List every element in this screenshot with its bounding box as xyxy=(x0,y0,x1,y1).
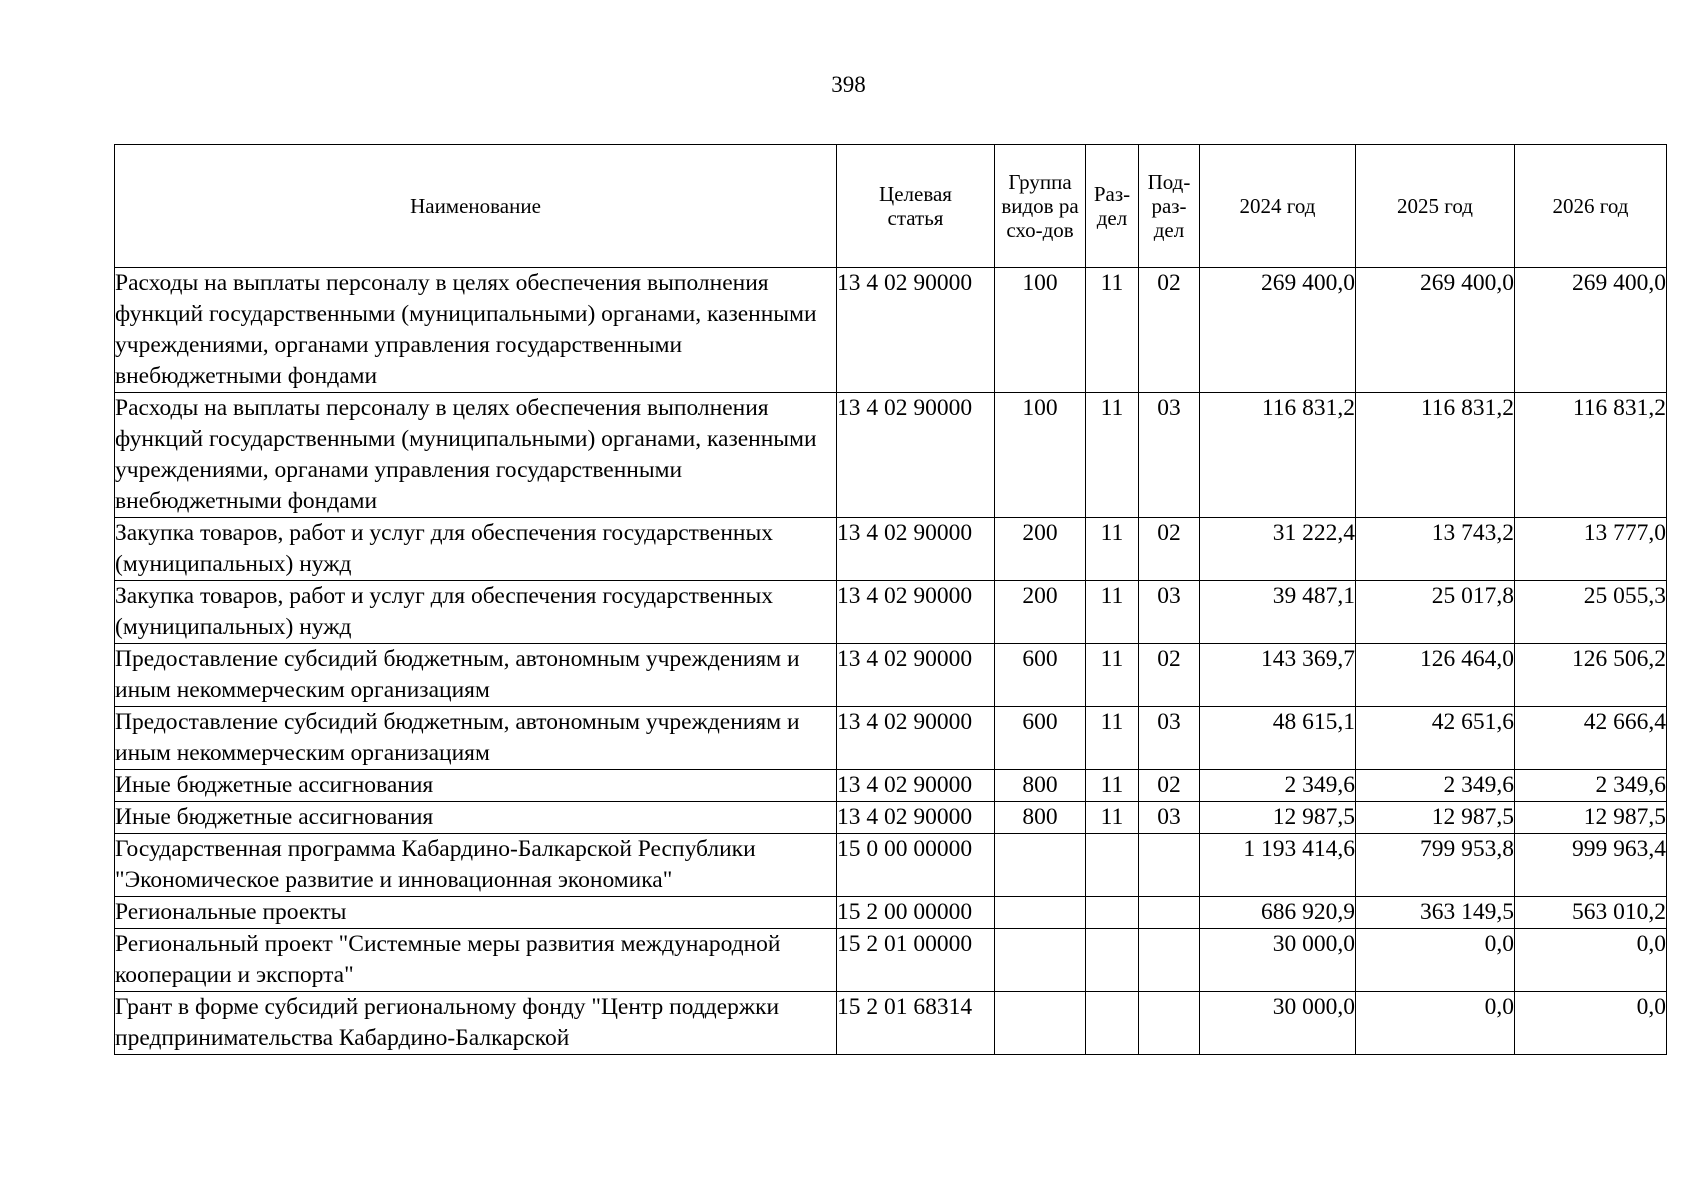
cell-target-article: 13 4 02 90000 xyxy=(837,802,995,834)
header-year-2024: 2024 год xyxy=(1200,145,1356,268)
cell-amount-2024: 30 000,0 xyxy=(1200,929,1356,992)
header-target-article: Целевая статья xyxy=(837,145,995,268)
cell-section: 11 xyxy=(1086,393,1139,518)
cell-name: Закупка товаров, работ и услуг для обеспечения государственных (муниципальных) нужд xyxy=(115,518,837,581)
cell-amount-2025: 42 651,6 xyxy=(1356,707,1515,770)
cell-amount-2024: 686 920,9 xyxy=(1200,897,1356,929)
cell-name: Региональные проекты xyxy=(115,897,837,929)
cell-amount-2026: 42 666,4 xyxy=(1515,707,1667,770)
cell-subsection: 02 xyxy=(1139,268,1200,393)
cell-target-article: 13 4 02 90000 xyxy=(837,644,995,707)
cell-section xyxy=(1086,897,1139,929)
table-body xyxy=(115,268,1667,1055)
cell-expense-group: 600 xyxy=(995,644,1086,707)
cell-amount-2024: 269 400,0 xyxy=(1200,268,1356,393)
cell-section xyxy=(1086,929,1139,992)
cell-amount-2026: 269 400,0 xyxy=(1515,268,1667,393)
cell-target-article: 13 4 02 90000 xyxy=(837,581,995,644)
cell-target-article: 13 4 02 90000 xyxy=(837,518,995,581)
cell-amount-2026: 999 963,4 xyxy=(1515,834,1667,897)
cell-expense-group xyxy=(995,897,1086,929)
cell-name: Региональный проект "Системные меры развития международной кооперации и экспорта" xyxy=(115,929,837,992)
cell-amount-2025: 0,0 xyxy=(1356,992,1515,1055)
cell-expense-group: 200 xyxy=(995,581,1086,644)
cell-amount-2025: 0,0 xyxy=(1356,929,1515,992)
cell-section: 11 xyxy=(1086,802,1139,834)
cell-amount-2025: 25 017,8 xyxy=(1356,581,1515,644)
cell-subsection xyxy=(1139,834,1200,897)
cell-target-article: 13 4 02 90000 xyxy=(837,268,995,393)
cell-name: Иные бюджетные ассигнования xyxy=(115,770,837,802)
cell-expense-group: 200 xyxy=(995,518,1086,581)
cell-expense-group xyxy=(995,834,1086,897)
cell-amount-2025: 2 349,6 xyxy=(1356,770,1515,802)
cell-name: Государственная программа Кабардино-Балкарской Республики "Экономическое развитие и инновационная экономика" xyxy=(115,834,837,897)
cell-expense-group: 800 xyxy=(995,770,1086,802)
cell-section: 11 xyxy=(1086,644,1139,707)
cell-section: 11 xyxy=(1086,581,1139,644)
cell-expense-group xyxy=(995,929,1086,992)
cell-name: Предоставление субсидий бюджетным, автономным учреждениям и иным некоммерческим организациям xyxy=(115,644,837,707)
cell-amount-2024: 48 615,1 xyxy=(1200,707,1356,770)
table-row xyxy=(115,897,1667,929)
cell-amount-2026: 563 010,2 xyxy=(1515,897,1667,929)
cell-section: 11 xyxy=(1086,707,1139,770)
cell-subsection xyxy=(1139,897,1200,929)
table-row xyxy=(115,834,1667,897)
cell-amount-2026: 126 506,2 xyxy=(1515,644,1667,707)
cell-name: Предоставление субсидий бюджетным, автономным учреждениям и иным некоммерческим организациям xyxy=(115,707,837,770)
cell-name: Иные бюджетные ассигнования xyxy=(115,802,837,834)
cell-amount-2024: 12 987,5 xyxy=(1200,802,1356,834)
header-year-2026: 2026 год xyxy=(1515,145,1667,268)
cell-section: 11 xyxy=(1086,518,1139,581)
cell-amount-2024: 1 193 414,6 xyxy=(1200,834,1356,897)
cell-subsection: 03 xyxy=(1139,581,1200,644)
cell-expense-group: 600 xyxy=(995,707,1086,770)
cell-target-article: 13 4 02 90000 xyxy=(837,707,995,770)
table-row xyxy=(115,268,1667,393)
cell-subsection: 03 xyxy=(1139,802,1200,834)
page-number: 398 xyxy=(831,72,866,97)
cell-amount-2026: 2 349,6 xyxy=(1515,770,1667,802)
table-row xyxy=(115,393,1667,518)
cell-amount-2026: 13 777,0 xyxy=(1515,518,1667,581)
cell-name: Расходы на выплаты персоналу в целях обеспечения выполнения функций государственными (муниципальными) органами, казенными учреждениями, органами управления государственными внебюджетными фондами xyxy=(115,393,837,518)
cell-amount-2025: 363 149,5 xyxy=(1356,897,1515,929)
table-row xyxy=(115,707,1667,770)
header-name: Наименование xyxy=(115,145,837,268)
cell-amount-2026: 0,0 xyxy=(1515,992,1667,1055)
cell-section: 11 xyxy=(1086,268,1139,393)
cell-amount-2024: 39 487,1 xyxy=(1200,581,1356,644)
table-row xyxy=(115,644,1667,707)
cell-subsection xyxy=(1139,992,1200,1055)
table-header-row xyxy=(115,145,1667,268)
table-row xyxy=(115,992,1667,1055)
cell-target-article: 15 2 01 00000 xyxy=(837,929,995,992)
cell-section: 11 xyxy=(1086,770,1139,802)
cell-section xyxy=(1086,834,1139,897)
cell-amount-2025: 12 987,5 xyxy=(1356,802,1515,834)
cell-name: Расходы на выплаты персоналу в целях обеспечения выполнения функций государственными (муниципальными) органами, казенными учреждениями, органами управления государственными внебюджетными фондами xyxy=(115,268,837,393)
cell-amount-2024: 31 222,4 xyxy=(1200,518,1356,581)
cell-amount-2025: 269 400,0 xyxy=(1356,268,1515,393)
table-row xyxy=(115,770,1667,802)
cell-subsection: 02 xyxy=(1139,770,1200,802)
cell-amount-2026: 0,0 xyxy=(1515,929,1667,992)
cell-name: Закупка товаров, работ и услуг для обеспечения государственных (муниципальных) нужд xyxy=(115,581,837,644)
cell-target-article: 13 4 02 90000 xyxy=(837,393,995,518)
cell-target-article: 15 2 01 68314 xyxy=(837,992,995,1055)
header-subsection: Под-раз-дел xyxy=(1139,145,1200,268)
cell-expense-group xyxy=(995,992,1086,1055)
cell-amount-2026: 12 987,5 xyxy=(1515,802,1667,834)
cell-target-article: 15 0 00 00000 xyxy=(837,834,995,897)
header-expense-group: Группа видов расхо-дов xyxy=(995,145,1086,268)
cell-subsection: 03 xyxy=(1139,707,1200,770)
cell-amount-2024: 2 349,6 xyxy=(1200,770,1356,802)
cell-target-article: 13 4 02 90000 xyxy=(837,770,995,802)
cell-amount-2025: 799 953,8 xyxy=(1356,834,1515,897)
cell-amount-2026: 25 055,3 xyxy=(1515,581,1667,644)
cell-subsection: 02 xyxy=(1139,518,1200,581)
cell-section xyxy=(1086,992,1139,1055)
cell-name: Грант в форме субсидий региональному фонду "Центр поддержки предпринимательства Кабардино-Балкарской xyxy=(115,992,837,1055)
cell-amount-2024: 30 000,0 xyxy=(1200,992,1356,1055)
cell-subsection xyxy=(1139,929,1200,992)
cell-amount-2024: 116 831,2 xyxy=(1200,393,1356,518)
cell-expense-group: 100 xyxy=(995,268,1086,393)
cell-amount-2024: 143 369,7 xyxy=(1200,644,1356,707)
cell-expense-group: 100 xyxy=(995,393,1086,518)
table-row xyxy=(115,802,1667,834)
cell-amount-2025: 126 464,0 xyxy=(1356,644,1515,707)
cell-amount-2026: 116 831,2 xyxy=(1515,393,1667,518)
cell-amount-2025: 116 831,2 xyxy=(1356,393,1515,518)
header-section: Раз-дел xyxy=(1086,145,1139,268)
cell-amount-2025: 13 743,2 xyxy=(1356,518,1515,581)
cell-subsection: 02 xyxy=(1139,644,1200,707)
cell-subsection: 03 xyxy=(1139,393,1200,518)
table-row xyxy=(115,581,1667,644)
header-year-2025: 2025 год xyxy=(1356,145,1515,268)
cell-expense-group: 800 xyxy=(995,802,1086,834)
table-row xyxy=(115,518,1667,581)
table-row xyxy=(115,929,1667,992)
cell-target-article: 15 2 00 00000 xyxy=(837,897,995,929)
budget-table xyxy=(114,144,1667,1055)
